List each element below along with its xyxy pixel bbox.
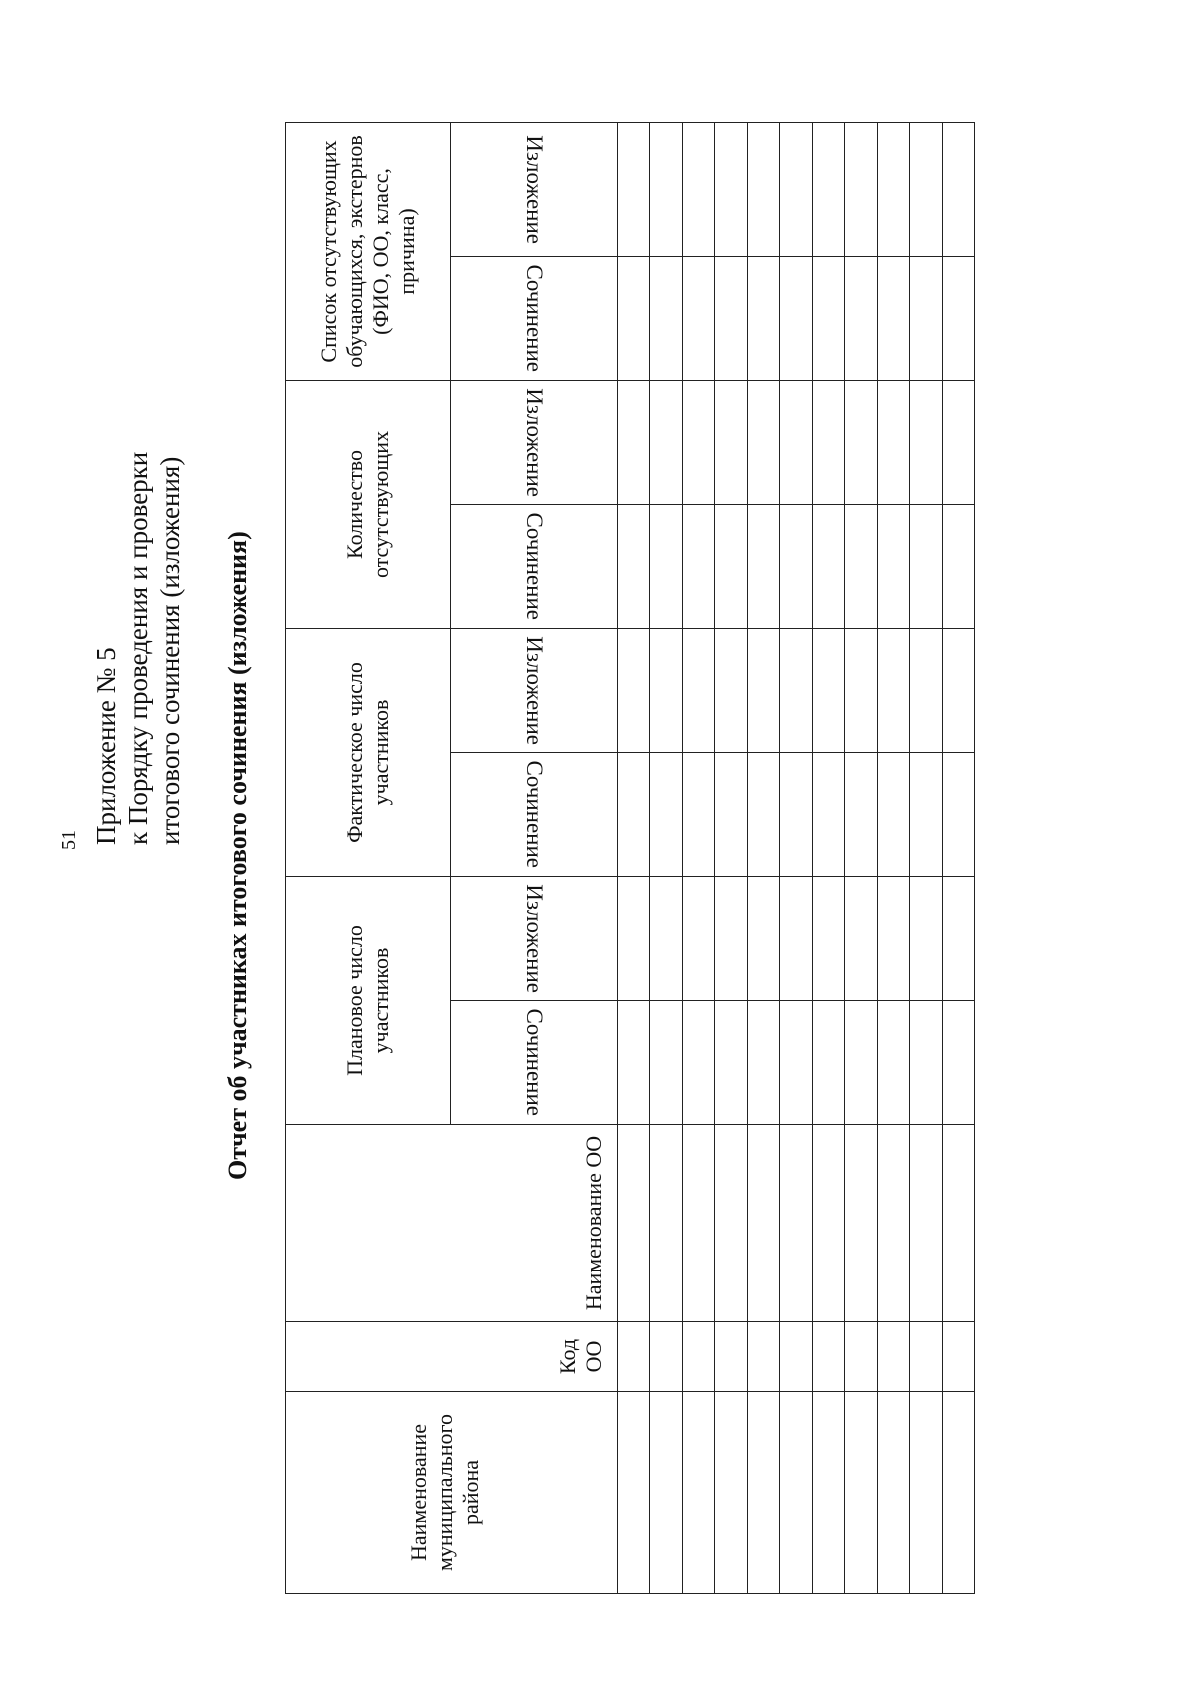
table-cell [682,1392,714,1594]
table-cell [812,256,844,380]
subheader-exposition [451,380,618,504]
table-cell [747,1001,779,1125]
table-cell [682,1001,714,1125]
table-cell [845,1001,877,1125]
subheader-label: Изложение [522,135,547,244]
table-cell [618,1322,650,1392]
table-cell [618,380,650,504]
table-cell [845,752,877,876]
subheader-label: Сочинение [522,512,547,621]
table-cell [747,1322,779,1392]
table-cell [747,1392,779,1594]
report-title: Отчет об участниках итогового сочинения (изложения) [223,531,252,1180]
table-cell [715,1001,747,1125]
table-row [682,122,714,1593]
table-body [618,122,975,1593]
table-cell [715,504,747,628]
table-cell [618,876,650,1000]
table-cell [910,1392,942,1594]
table-cell [845,1125,877,1322]
subheader-label: Сочинение [522,1008,547,1117]
table-cell [747,380,779,504]
table-cell [812,504,844,628]
table-cell [747,628,779,752]
table-cell [682,876,714,1000]
table-cell [780,752,812,876]
table-cell [780,256,812,380]
table-cell [682,256,714,380]
table-cell [812,1392,844,1594]
table-cell [942,1125,974,1322]
table-cell [942,876,974,1000]
table-row [780,122,812,1593]
subheader-exposition [451,876,618,1000]
table-cell [650,752,682,876]
table-cell [910,628,942,752]
table-cell [780,1392,812,1594]
table-cell [845,122,877,256]
table-cell [747,752,779,876]
table-cell [618,1125,650,1322]
table-row [747,122,779,1593]
table-cell [650,1392,682,1594]
table-cell [650,876,682,1000]
subheader-essay [451,752,618,876]
appendix-line-1: Приложение № 5 [91,647,121,845]
table-cell [682,504,714,628]
table-cell [618,122,650,256]
table-cell [650,1001,682,1125]
table-cell [618,1001,650,1125]
table-cell [910,380,942,504]
table-cell [650,1125,682,1322]
table-row [910,122,942,1593]
table-cell [682,752,714,876]
table-cell [877,1322,909,1392]
table-cell [942,1322,974,1392]
table-cell [845,256,877,380]
table-cell [942,1001,974,1125]
table-cell [942,504,974,628]
table-row [812,122,844,1593]
table-row [942,122,974,1593]
table-cell [682,1322,714,1392]
report-table [285,122,975,1594]
subheader-label: Изложение [522,636,547,745]
table-cell [877,628,909,752]
table-cell [812,1322,844,1392]
table-row [715,122,747,1593]
table-cell [715,1322,747,1392]
subheader-label: Сочинение [522,264,547,373]
subheader-label: Сочинение [522,760,547,869]
header-municipal-district: Наименование муниципального района [286,1392,618,1594]
table-cell [715,1125,747,1322]
table-cell [877,752,909,876]
header-planned: Плановое число участников [286,876,451,1124]
table-cell [910,1322,942,1392]
table-cell [618,752,650,876]
table-cell [942,256,974,380]
table-cell [780,1001,812,1125]
header-absent-list: Список отсутствующих обучающихся, экстернов (ФИО, ОО, класс, причина) [286,122,451,380]
table-cell [780,628,812,752]
appendix-line-3: итогового сочинения (изложения) [155,456,185,845]
table-cell [780,1125,812,1322]
table-cell [650,380,682,504]
table-cell [877,380,909,504]
table-cell [812,628,844,752]
table-cell [715,1392,747,1594]
table-cell [877,1001,909,1125]
table-cell [715,752,747,876]
table-cell [877,1125,909,1322]
table-cell [780,876,812,1000]
table-cell [747,122,779,256]
header-name-oo: Наименование ОО [286,1125,618,1322]
table-cell [812,1001,844,1125]
subheader-essay [451,504,618,628]
table-cell [650,256,682,380]
table-cell [877,122,909,256]
table-cell [845,1392,877,1594]
table-cell [877,876,909,1000]
subheader-label: Изложение [522,388,547,497]
table-cell [618,1392,650,1594]
table-cell [715,628,747,752]
subheader-essay [451,1001,618,1125]
table-row [650,122,682,1593]
table-cell [877,256,909,380]
table-cell [650,504,682,628]
table-cell [942,628,974,752]
table-cell [812,380,844,504]
table-cell [812,1125,844,1322]
header-actual: Фактическое число участников [286,628,451,876]
table-cell [747,504,779,628]
table-cell [845,1322,877,1392]
header-absent-count: Количество отсутствующих [286,380,451,628]
table-cell [812,876,844,1000]
subheader-exposition [451,628,618,752]
table-cell [845,380,877,504]
table-cell [682,380,714,504]
table-cell [845,504,877,628]
table-cell [780,380,812,504]
appendix-header [90,452,186,845]
subheader-label: Изложение [522,884,547,993]
table-cell [942,752,974,876]
table-cell [715,876,747,1000]
table-cell [780,504,812,628]
table-cell [780,122,812,256]
table-cell [910,122,942,256]
table-cell [812,122,844,256]
appendix-line-2: к Порядку проведения и проверки [123,451,153,845]
table-cell [942,1392,974,1594]
table-cell [650,628,682,752]
table-cell [747,256,779,380]
table-cell [845,628,877,752]
table-cell [618,504,650,628]
table-cell [618,628,650,752]
page-number: 51 [58,830,80,850]
table-cell [910,504,942,628]
table-cell [910,256,942,380]
table-cell [812,752,844,876]
table-cell [747,876,779,1000]
subheader-essay [451,256,618,380]
header-code-oo: Код ОО [286,1322,618,1392]
table-cell [877,1392,909,1594]
table-cell [780,1322,812,1392]
table-cell [650,1322,682,1392]
table-row [877,122,909,1593]
table-cell [715,380,747,504]
table-row [618,122,650,1593]
table-cell [747,1125,779,1322]
table-cell [650,122,682,256]
table-cell [715,256,747,380]
table-cell [910,1125,942,1322]
table-cell [682,1125,714,1322]
subheader-exposition [451,122,618,256]
table-cell [910,752,942,876]
table-cell [845,876,877,1000]
table-cell [910,1001,942,1125]
table-cell [942,122,974,256]
table-cell [910,876,942,1000]
table-cell [682,628,714,752]
table-cell [942,380,974,504]
table-cell [877,504,909,628]
table-cell [715,122,747,256]
table-row [845,122,877,1593]
table-cell [618,256,650,380]
table-cell [682,122,714,256]
